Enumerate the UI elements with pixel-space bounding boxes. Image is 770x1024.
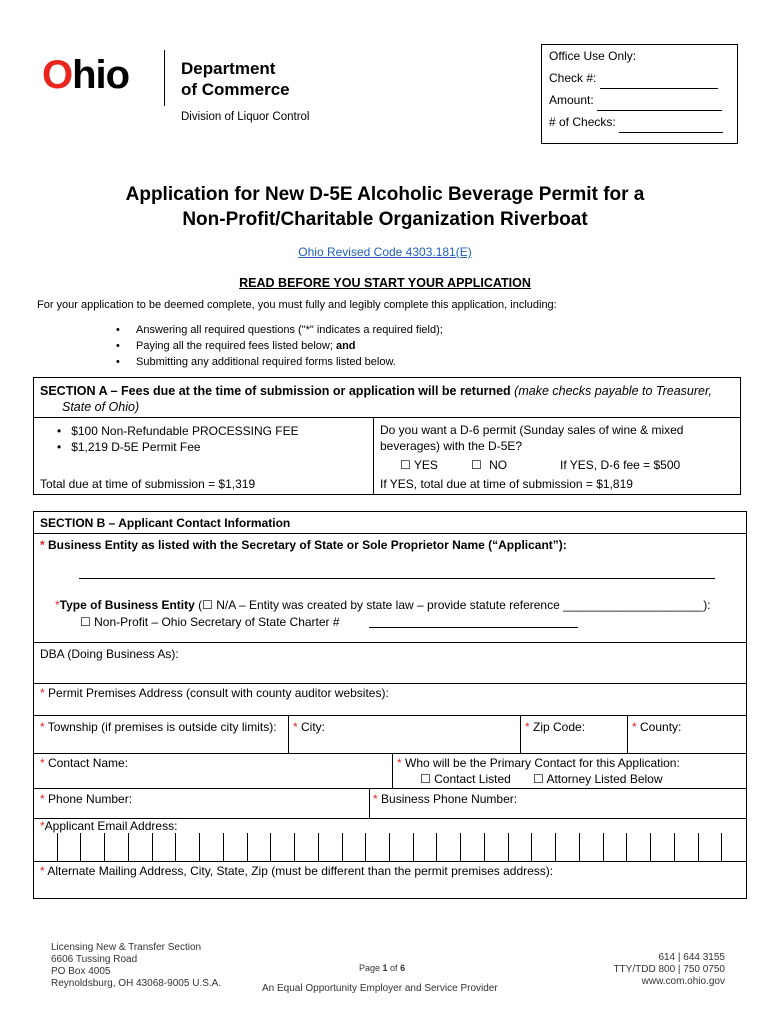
- email-grid-divider: [175, 833, 176, 861]
- business-entity-label: * Business Entity as listed with the Secretary of State or Sole Proprietor Name (“Applicant”):: [40, 538, 567, 552]
- d6-yes-option[interactable]: ☐ YES: [400, 458, 438, 472]
- na-checkbox[interactable]: ☐: [202, 598, 213, 612]
- nonprofit-option: ☐ Non-Profit – Ohio Secretary of State Charter #: [80, 615, 340, 629]
- nonprofit-checkbox[interactable]: ☐: [80, 615, 91, 629]
- email-grid-divider: [603, 833, 604, 861]
- email-grid-divider: [294, 833, 295, 861]
- total-due: Total due at time of submission = $1,319: [40, 477, 256, 491]
- requirements-list: [116, 322, 443, 370]
- township-label: * Township (if premises is outside city limits):: [40, 720, 277, 734]
- total-due-if-yes: If YES, total due at time of submission = $1,819: [380, 477, 633, 491]
- list-item: • Answering all required questions ("*" indicates a required field);: [116, 324, 443, 336]
- d6-question: Do you want a D-6 permit (Sunday sales of wine & mixed beverages) with the D-5E?: [380, 423, 684, 453]
- email-grid-divider: [413, 833, 414, 861]
- attorney-listed-option[interactable]: ☐ Attorney Listed Below: [533, 772, 663, 786]
- email-grid-divider: [579, 833, 580, 861]
- email-grid-divider: [80, 833, 81, 861]
- email-grid-divider: [104, 833, 105, 861]
- email-grid-divider: [365, 833, 366, 861]
- email-grid-divider: [721, 833, 722, 861]
- email-grid-divider: [508, 833, 509, 861]
- section-b-heading: SECTION B – Applicant Contact Information: [40, 516, 291, 530]
- num-checks-field[interactable]: [619, 120, 723, 133]
- footer-address: Licensing New & Transfer Section 6606 Tussing Road PO Box 4005 Reynoldsburg, OH 43068-9005 U.S.A.: [51, 942, 222, 989]
- city-label: * City:: [293, 720, 326, 734]
- alt-mailing-label: * Alternate Mailing Address, City, State, Zip (must be different than the permit premises address):: [40, 864, 554, 878]
- email-grid-divider: [152, 833, 153, 861]
- email-grid-divider: [460, 833, 461, 861]
- email-grid-divider: [342, 833, 343, 861]
- office-use-box: [541, 44, 738, 144]
- contact-listed-option[interactable]: ☐ Contact Listed: [420, 772, 511, 786]
- d6-fee: If YES, D-6 fee = $500: [560, 458, 681, 472]
- ohio-logo: [42, 55, 129, 95]
- contact-listed-checkbox[interactable]: ☐: [420, 772, 431, 786]
- list-item: • Paying all the required fees listed below; and: [116, 340, 356, 352]
- equal-opportunity: An Equal Opportunity Employer and Service Provider: [262, 983, 498, 994]
- department-name: [181, 58, 290, 100]
- amount-row: Amount:: [549, 89, 737, 111]
- ohio-revised-code-link[interactable]: Ohio Revised Code 4303.181(E): [298, 245, 472, 259]
- contact-name-label: * Contact Name:: [40, 756, 129, 770]
- no-checkbox[interactable]: ☐: [471, 458, 482, 472]
- check-number-row: Check #:: [549, 67, 737, 89]
- page-title: Application for New D-5E Alcoholic Beverage Permit for a Non-Profit/Charitable Organization Riverboat: [125, 184, 645, 230]
- d6-no-option[interactable]: ☐ NO: [471, 458, 508, 472]
- logo-divider: [164, 50, 165, 106]
- office-use-title: Office Use Only:: [549, 49, 637, 63]
- logo-letter-o: O: [42, 53, 73, 97]
- email-grid-divider: [650, 833, 651, 861]
- email-grid-divider: [223, 833, 224, 861]
- email-grid-divider: [555, 833, 556, 861]
- section-a-heading: SECTION A – Fees due at the time of submission or application will be returned (make checks payable to Treasurer, State of Ohio): [40, 384, 712, 414]
- email-grid-divider: [318, 833, 319, 861]
- num-checks-row: # of Checks:: [549, 111, 737, 133]
- list-item: • $1,219 D-5E Permit Fee: [57, 440, 201, 454]
- dept-line-2: of Commerce: [181, 80, 290, 99]
- primary-contact-label: * Who will be the Primary Contact for this Application:: [397, 756, 680, 770]
- attorney-listed-checkbox[interactable]: ☐: [533, 772, 544, 786]
- section-b: [33, 511, 747, 899]
- fee-list: [57, 423, 299, 455]
- email-grid-divider: [247, 833, 248, 861]
- zip-label: * Zip Code:: [525, 720, 586, 734]
- email-grid-divider: [128, 833, 129, 861]
- check-number-field[interactable]: [600, 76, 718, 89]
- email-grid-divider: [626, 833, 627, 861]
- page-number: Page 1 of 6: [359, 963, 406, 973]
- premises-address-label: * Permit Premises Address (consult with county auditor websites):: [40, 686, 389, 700]
- email-grid-divider: [484, 833, 485, 861]
- intro-text: For your application to be deemed complete, you must fully and legibly complete this application, including:: [37, 299, 557, 311]
- email-grid-divider: [674, 833, 675, 861]
- email-grid-divider: [389, 833, 390, 861]
- logo-letters: hio: [72, 53, 130, 97]
- footer-contact: 614 | 644 3155 TTY/TDD 800 | 750 0750 www.com.ohio.gov: [613, 952, 725, 987]
- email-grid-divider: [199, 833, 200, 861]
- division-name: Division of Liquor Control: [181, 111, 310, 123]
- charter-number-field[interactable]: [369, 627, 578, 628]
- list-item: • Submitting any additional required forms listed below.: [116, 356, 396, 368]
- county-label: * County:: [632, 720, 682, 734]
- email-grid-divider: [270, 833, 271, 861]
- read-before-heading: READ BEFORE YOU START YOUR APPLICATION: [239, 276, 531, 290]
- amount-field[interactable]: [597, 98, 722, 111]
- email-grid-divider: [436, 833, 437, 861]
- business-entity-field[interactable]: [79, 578, 715, 579]
- email-label: *Applicant Email Address:: [40, 819, 178, 833]
- phone-label: * Phone Number:: [40, 792, 133, 806]
- business-phone-label: * Business Phone Number:: [373, 792, 518, 806]
- dba-label: DBA (Doing Business As):: [40, 647, 179, 661]
- email-grid-divider: [57, 833, 58, 861]
- type-of-business-entity: *Type of Business Entity (☐ N/A – Entity was created by state law – provide statute reference _____________________):: [55, 598, 711, 612]
- email-grid-divider: [698, 833, 699, 861]
- list-item: • $100 Non-Refundable PROCESSING FEE: [57, 424, 299, 438]
- dept-line-1: Department: [181, 59, 276, 78]
- email-grid-divider: [531, 833, 532, 861]
- yes-checkbox[interactable]: ☐: [400, 458, 411, 472]
